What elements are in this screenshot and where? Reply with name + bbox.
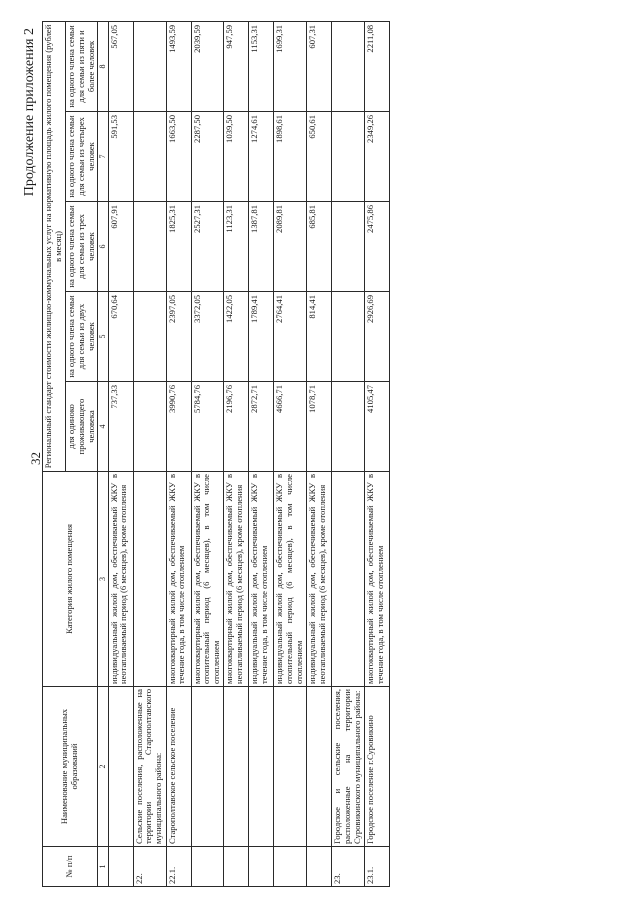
table-row	[108, 21, 133, 886]
row-number	[108, 847, 133, 887]
standard-value: 670,64	[108, 292, 133, 382]
header-no: № п/п	[43, 847, 98, 887]
housing-category: многоквартирный жилой дом, обеспечиваемый ЖКУ в течение года, в том числе отоплением	[166, 472, 191, 687]
standard-value: 1699,31	[274, 21, 307, 111]
header-sub-5: на одного члена семьи для семьи из пяти и более человек	[65, 21, 98, 111]
table-row	[331, 21, 364, 886]
standard-value: 1493,59	[166, 21, 191, 111]
header-sub-3: на одного члена семьи для семьи из трех человек	[65, 202, 98, 292]
col-number: 3	[98, 472, 108, 687]
standard-value	[133, 292, 166, 382]
header-sub-2: на одного члена семьи для семьи из двух человек	[65, 292, 98, 382]
table-row	[133, 21, 166, 886]
standard-value	[133, 112, 166, 202]
standard-value: 1039,50	[224, 112, 249, 202]
municipality-name	[306, 687, 331, 847]
table-row	[166, 21, 191, 886]
row-number: 22.	[133, 847, 166, 887]
row-number: 22.1.	[166, 847, 191, 887]
table-row	[224, 21, 249, 886]
housing-category: индивидуальный жилой дом, обеспечиваемый ЖКУ в отопительный период (6 месяцев), в том числе отоплением	[274, 472, 307, 687]
municipality-name: Сельские поселения, расположенные на территории Старополтавского муниципального района:	[133, 687, 166, 847]
standard-value: 1078,71	[306, 382, 331, 472]
standard-value: 1274,61	[249, 112, 274, 202]
standard-value: 737,33	[108, 382, 133, 472]
header-category: Категория жилого помещения	[43, 472, 98, 687]
standard-value: 607,31	[306, 21, 331, 111]
standard-value: 1825,31	[166, 202, 191, 292]
standard-value: 1387,81	[249, 202, 274, 292]
table-row	[191, 21, 224, 886]
table-row	[364, 21, 389, 886]
municipality-name	[274, 687, 307, 847]
housing-category: многоквартирный жилой дом, обеспечиваемый ЖКУ в отопительный период (6 месяцев), в том числе отоплением	[191, 472, 224, 687]
page-number: 32	[28, 452, 43, 465]
standard-value: 2764,41	[274, 292, 307, 382]
col-number: 2	[98, 687, 108, 847]
standard-value: 2527,31	[191, 202, 224, 292]
standard-value	[133, 382, 166, 472]
standard-value: 4666,71	[274, 382, 307, 472]
col-number: 4	[98, 382, 108, 472]
housing-category: индивидуальный жилой дом, обеспечиваемый ЖКУ в неотапливаемый период (6 месяцев), кроме отопления	[108, 472, 133, 687]
standard-value: 2926,69	[364, 292, 389, 382]
standard-value: 3990,76	[166, 382, 191, 472]
standard-value: 2196,76	[224, 382, 249, 472]
municipality-name	[191, 687, 224, 847]
standard-value: 1422,05	[224, 292, 249, 382]
header-sub-4: на одного члена семьи для семьи из четырех человек	[65, 112, 98, 202]
standard-value: 2475,86	[364, 202, 389, 292]
standard-value	[133, 21, 166, 111]
standard-value: 2349,26	[364, 112, 389, 202]
row-number: 23.1.	[364, 847, 389, 887]
tariff-table	[42, 21, 390, 887]
standard-value: 2872,71	[249, 382, 274, 472]
standard-value: 1663,50	[166, 112, 191, 202]
standard-value: 1153,31	[249, 21, 274, 111]
standard-value	[331, 382, 364, 472]
standard-value: 650,61	[306, 112, 331, 202]
standard-value	[331, 292, 364, 382]
col-number: 8	[98, 21, 108, 111]
col-number: 6	[98, 202, 108, 292]
standard-value	[133, 202, 166, 292]
standard-value: 3372,05	[191, 292, 224, 382]
standard-value: 4105,47	[364, 382, 389, 472]
standard-value: 1789,41	[249, 292, 274, 382]
standard-value: 591,53	[108, 112, 133, 202]
header-sub-1: для одиноко проживающего человека	[65, 382, 98, 472]
standard-value: 2211,08	[364, 21, 389, 111]
standard-value	[331, 21, 364, 111]
row-number	[274, 847, 307, 887]
row-number	[191, 847, 224, 887]
municipality-name	[108, 687, 133, 847]
col-number: 7	[98, 112, 108, 202]
municipality-name: Городское поселение г.Суровикино	[364, 687, 389, 847]
standard-value: 685,81	[306, 202, 331, 292]
standard-value: 607,91	[108, 202, 133, 292]
standard-value: 2089,81	[274, 202, 307, 292]
housing-category: индивидуальный жилой дом, обеспечиваемый ЖКУ в неотапливаемый период (6 месяцев), кроме отопления	[306, 472, 331, 687]
annex-title: Продолжение приложения 2	[22, 28, 37, 197]
standard-value: 567,05	[108, 21, 133, 111]
standard-value: 1123,31	[224, 202, 249, 292]
standard-value	[331, 202, 364, 292]
housing-category: индивидуальный жилой дом, обеспечиваемый ЖКУ в течение года, в том числе отоплением	[249, 472, 274, 687]
header-name: Наименование муниципальных образований	[43, 687, 98, 847]
row-number	[249, 847, 274, 887]
standard-value: 2039,59	[191, 21, 224, 111]
standard-value: 2287,50	[191, 112, 224, 202]
table-row	[249, 21, 274, 886]
table-row	[274, 21, 307, 886]
housing-category	[331, 472, 364, 687]
municipality-name: Городское и сельские поселения, расположенные на территории Суровикинского муниципального района:	[331, 687, 364, 847]
housing-category: многоквартирный жилой дом, обеспечиваемый ЖКУ в течение года, в том числе отоплением	[364, 472, 389, 687]
row-number	[306, 847, 331, 887]
municipality-name: Старополтавское сельское поселение	[166, 687, 191, 847]
standard-value: 1898,61	[274, 112, 307, 202]
standard-value	[331, 112, 364, 202]
row-number: 23.	[331, 847, 364, 887]
col-number: 5	[98, 292, 108, 382]
standard-value: 5784,76	[191, 382, 224, 472]
housing-category	[133, 472, 166, 687]
table-body	[108, 21, 389, 886]
header-standard: Региональный стандарт стоимости жилищно-коммунальных услуг на нормативную площадь жилого помещения (рублей в месяц)	[43, 21, 66, 471]
row-number	[224, 847, 249, 887]
table-row	[306, 21, 331, 886]
standard-value: 814,41	[306, 292, 331, 382]
standard-value: 2397,05	[166, 292, 191, 382]
standard-value: 947,59	[224, 21, 249, 111]
municipality-name	[249, 687, 274, 847]
housing-category: многоквартирный жилой дом, обеспечиваемый ЖКУ в неотапливаемый период (6 месяцев), кроме отопления	[224, 472, 249, 687]
col-number: 1	[98, 847, 108, 887]
municipality-name	[224, 687, 249, 847]
